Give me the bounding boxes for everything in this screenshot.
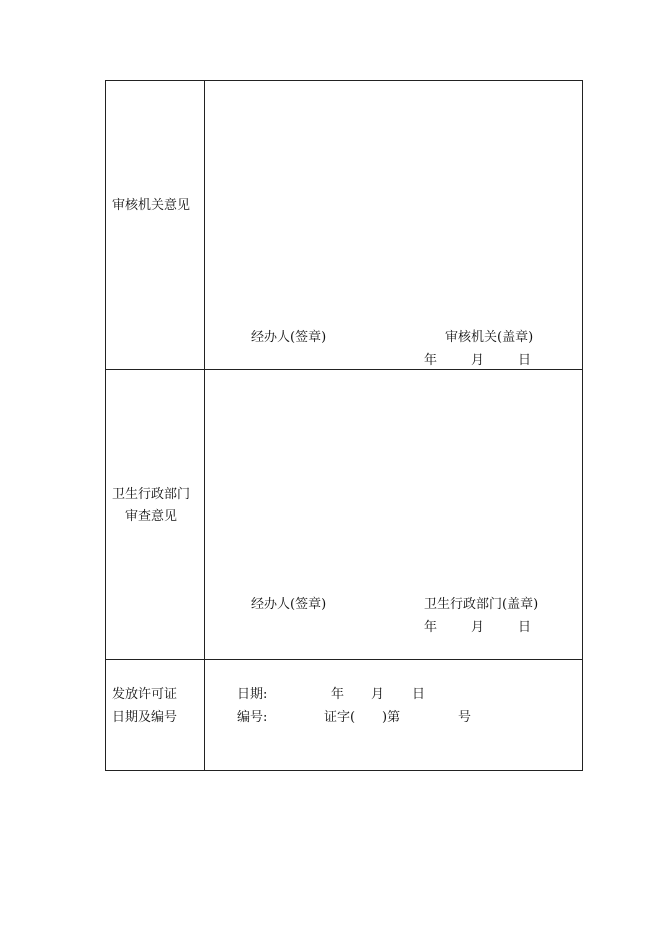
review-authority-label: 审核机关意见: [112, 198, 191, 213]
license-cert-prefix: 证字(: [324, 710, 356, 725]
license-cert-middle: )第: [382, 710, 401, 725]
license-cert-suffix: 号: [458, 710, 472, 725]
license-number-label: 编号:: [237, 710, 268, 725]
review-date-month: 月: [471, 353, 485, 368]
review-authority-opinion-area[interactable]: [206, 83, 580, 323]
review-authority-seal: 审核机关(盖章): [445, 330, 534, 345]
review-date-day: 日: [518, 353, 532, 368]
column-divider: [204, 81, 205, 369]
issue-date-month[interactable]: 月: [371, 687, 385, 702]
issue-date-day[interactable]: 日: [412, 687, 426, 702]
review-date-year: 年: [424, 353, 438, 368]
license-issue-label-line1: 发放许可证: [112, 687, 178, 702]
health-department-opinion-area[interactable]: [206, 372, 580, 592]
health-date-day: 日: [518, 620, 532, 635]
health-date-year: 年: [424, 620, 438, 635]
column-divider: [204, 660, 205, 771]
license-issue-label-line2: 日期及编号: [112, 710, 178, 725]
license-issue-row: [106, 660, 582, 771]
health-department-seal: 卫生行政部门(盖章): [424, 597, 539, 612]
health-handler-signature: 经办人(签章): [251, 597, 327, 612]
column-divider: [204, 370, 205, 659]
review-authority-row: [106, 81, 582, 370]
health-department-label-line2: 审查意见: [125, 509, 178, 524]
health-date-month: 月: [471, 620, 485, 635]
review-handler-signature: 经办人(签章): [251, 330, 327, 345]
issue-date-year[interactable]: 年: [331, 687, 345, 702]
health-department-row: [106, 370, 582, 660]
issue-date-label: 日期:: [237, 687, 268, 702]
health-department-label-line1: 卫生行政部门: [112, 487, 191, 502]
approval-form-table: [105, 80, 583, 771]
